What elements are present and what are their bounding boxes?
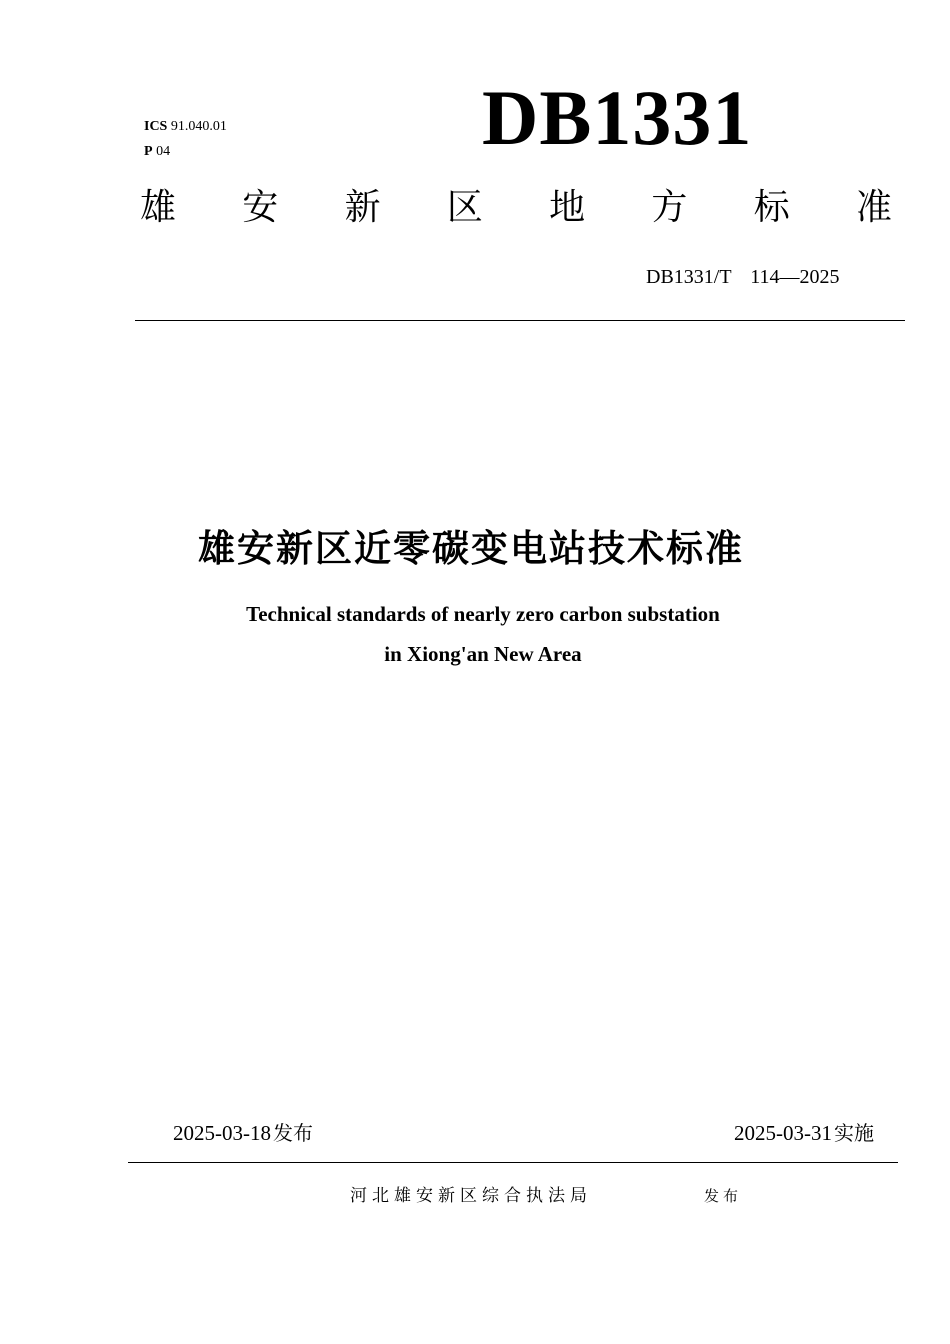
standard-type-char: 新 — [344, 187, 381, 228]
ics-code: 91.040.01 — [170, 119, 227, 134]
standard-type-char: 安 — [242, 187, 279, 228]
implementation-label: 实施 — [834, 1121, 874, 1145]
standard-type-char: 方 — [651, 187, 688, 228]
title-english-line-2: in Xiong'an New Area — [384, 642, 582, 666]
standard-number-value: 114—2025 — [750, 266, 840, 288]
issue-action: 发布 — [704, 1187, 743, 1205]
release-date-value: 2025-03-18 — [173, 1121, 271, 1145]
title-chinese: 雄安新区近零碳变电站技术标准 — [198, 527, 744, 570]
standard-code-logo: DB1331 — [482, 74, 753, 161]
implementation-date — [734, 1118, 874, 1148]
standard-type-char: 标 — [753, 187, 790, 228]
ics-classification — [144, 118, 227, 136]
release-date — [173, 1118, 313, 1148]
standard-type-char: 区 — [446, 187, 483, 228]
issuing-authority: 河北雄安新区综合执法局 — [350, 1186, 592, 1206]
top-divider — [135, 320, 905, 321]
standard-type-heading — [140, 184, 892, 232]
standard-number — [646, 263, 839, 291]
ics-label: ICS — [144, 119, 168, 134]
standard-type-char: 准 — [855, 187, 892, 228]
category-label: P — [144, 144, 153, 159]
title-english-line-1: Technical standards of nearly zero carbon substation — [246, 602, 720, 626]
implementation-date-value: 2025-03-31 — [734, 1121, 832, 1145]
standard-number-prefix: DB1331/T — [646, 266, 732, 288]
bottom-divider — [128, 1162, 898, 1163]
standard-type-char: 地 — [549, 187, 586, 228]
standard-type-char: 雄 — [140, 187, 177, 228]
release-label: 发布 — [273, 1121, 313, 1145]
category-code: 04 — [156, 144, 171, 159]
category-classification — [144, 143, 170, 161]
